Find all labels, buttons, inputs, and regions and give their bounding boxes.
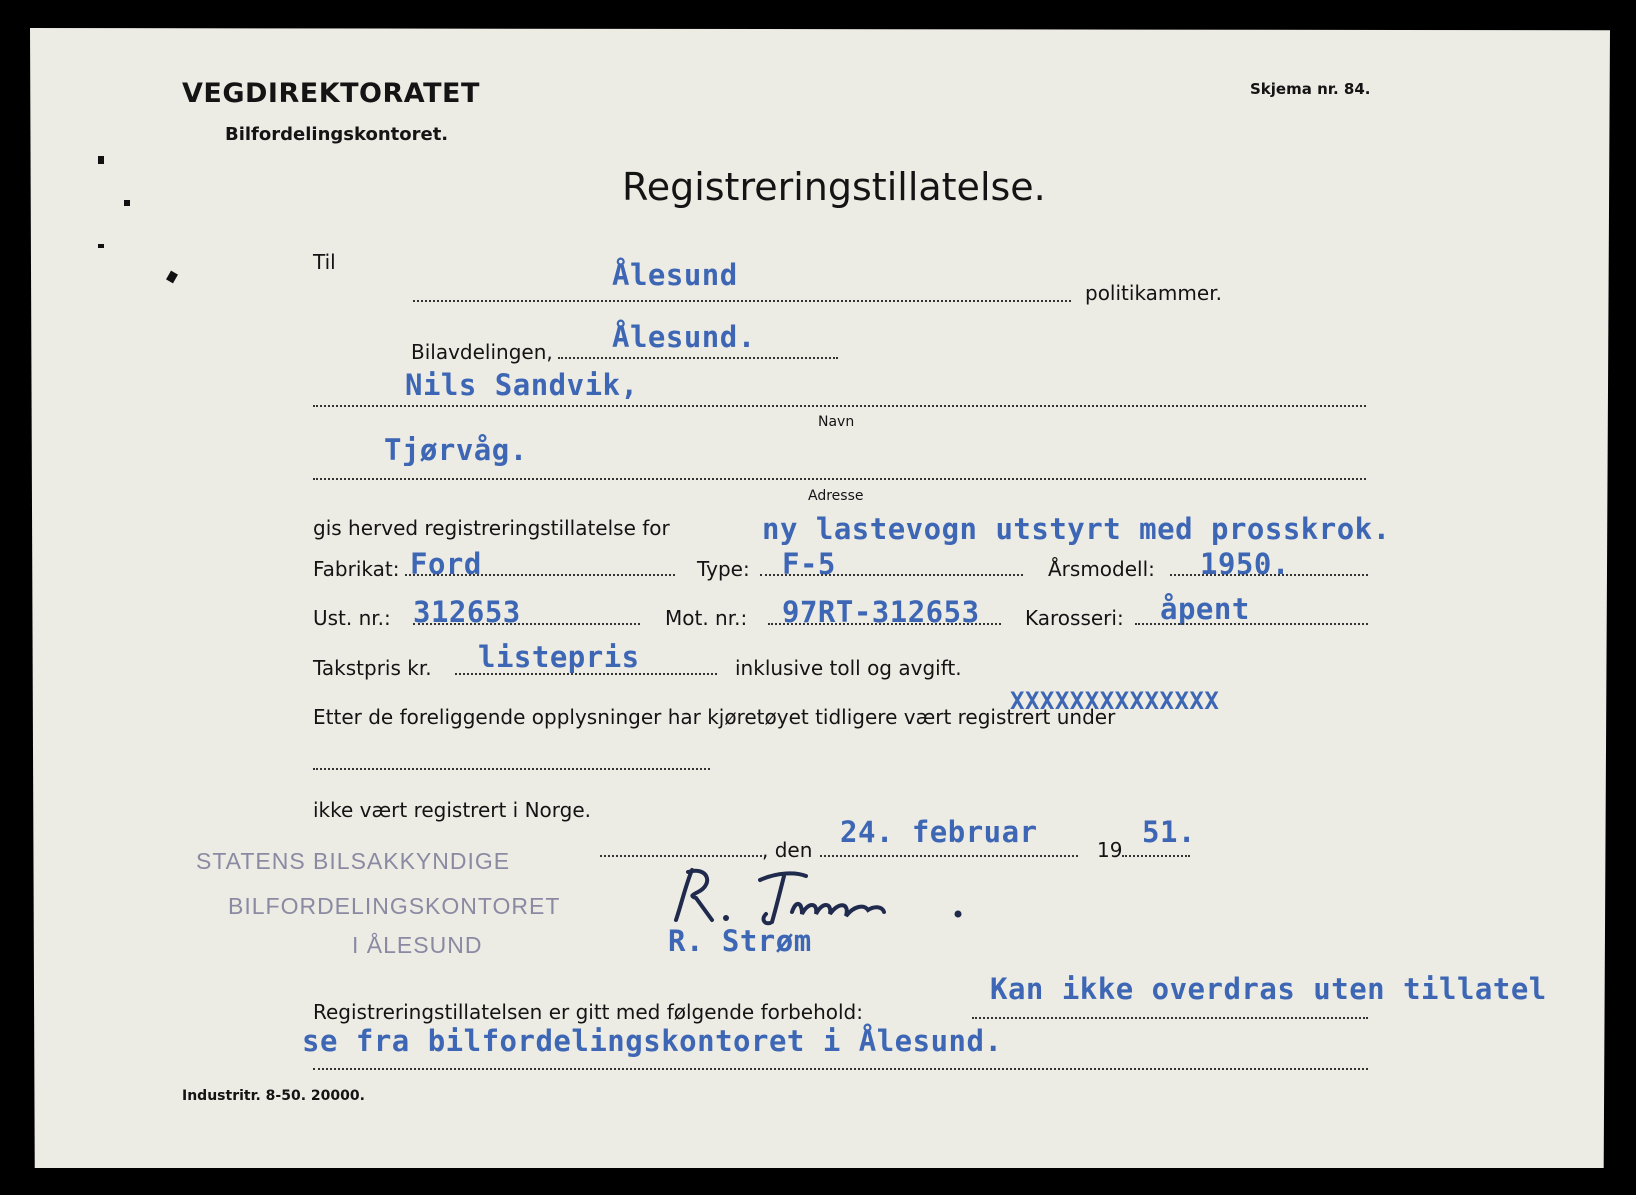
navn-label: Navn bbox=[818, 414, 855, 430]
fabrikat-value: Ford bbox=[410, 547, 482, 581]
adresse-line bbox=[313, 478, 1366, 480]
mot-value: 97RT-312653 bbox=[782, 595, 980, 629]
adresse-value: Tjørvåg. bbox=[384, 433, 528, 467]
takstpris-line bbox=[455, 673, 717, 675]
document-title: Registreringstillatelse. bbox=[622, 165, 1046, 209]
ust-label: Ust. nr.: bbox=[313, 606, 391, 630]
etter-label: Etter de foreliggende opplysninger har kjøretøyet tidligere vært registrert under bbox=[313, 705, 1116, 729]
printer-mark: Industritr. 8-50. 20000. bbox=[182, 1088, 365, 1104]
office-name: Bilfordelingskontoret. bbox=[225, 124, 449, 145]
bilavdelingen-value: Ålesund. bbox=[612, 320, 756, 354]
ikke-label: ikke vært registrert i Norge. bbox=[313, 798, 592, 822]
form-number: Skjema nr. 84. bbox=[1250, 80, 1371, 98]
politikammer-label: politikammer. bbox=[1085, 281, 1222, 305]
takstpris-value: listepris bbox=[478, 640, 640, 674]
bilavdelingen-line bbox=[558, 357, 838, 359]
til-label: Til bbox=[313, 250, 336, 274]
arsmodell-value: 1950. bbox=[1200, 547, 1290, 581]
paper-mark bbox=[98, 156, 104, 164]
karosseri-line bbox=[1135, 623, 1368, 625]
karosseri-value: åpent bbox=[1160, 592, 1250, 626]
handwritten-signature bbox=[668, 862, 968, 932]
mot-label: Mot. nr.: bbox=[665, 606, 748, 630]
gis-value: ny lastevogn utstyrt med prosskrok. bbox=[762, 512, 1391, 546]
year-prefix: 19 bbox=[1097, 838, 1123, 862]
karosseri-label: Karosseri: bbox=[1025, 606, 1124, 630]
forbehold-value-2: se fra bilfordelingskontoret i Ålesund. bbox=[302, 1024, 1003, 1058]
paper-mark bbox=[124, 200, 130, 206]
ust-value: 312653 bbox=[413, 595, 521, 629]
den-label: , den bbox=[762, 838, 813, 862]
fabrikat-label: Fabrikat: bbox=[313, 557, 400, 581]
date-line bbox=[820, 855, 1078, 857]
type-line bbox=[760, 574, 1023, 576]
etter-strike-value: XXXXXXXXXXXXXX bbox=[1010, 687, 1220, 715]
year-line bbox=[1122, 855, 1190, 857]
fabrikat-line bbox=[405, 574, 675, 576]
signer-typed-name: R. Strøm bbox=[668, 924, 812, 958]
date-value: 24. februar bbox=[840, 815, 1038, 849]
stamp-line-2: BILFORDELINGSKONTORET bbox=[228, 893, 561, 919]
forbehold-value-1: Kan ikke overdras uten tillatel bbox=[990, 972, 1547, 1006]
org-name: VEGDIREKTORATET bbox=[182, 78, 480, 109]
takstpris-label: Takstpris kr. bbox=[313, 656, 432, 680]
navn-line bbox=[313, 405, 1366, 407]
paper-mark bbox=[98, 244, 104, 248]
arsmodell-line bbox=[1170, 574, 1368, 576]
place-line bbox=[600, 855, 762, 857]
adresse-label: Adresse bbox=[808, 488, 864, 504]
navn-value: Nils Sandvik, bbox=[405, 368, 639, 402]
mot-line bbox=[768, 623, 1001, 625]
inklusive-label: inklusive toll og avgift. bbox=[735, 656, 962, 680]
type-value: F-5 bbox=[782, 547, 836, 581]
ust-line bbox=[413, 623, 640, 625]
stamp-line-1: STATENS BILSAKKYNDIGE bbox=[196, 848, 511, 874]
forbehold-label: Registreringstillatelsen er gitt med følgende forbehold: bbox=[313, 1000, 863, 1024]
etter-line bbox=[313, 768, 710, 770]
year-value: 51. bbox=[1142, 815, 1196, 849]
forbehold-line-1 bbox=[972, 1017, 1368, 1019]
forbehold-line-2 bbox=[313, 1068, 1368, 1070]
gis-label: gis herved registreringstillatelse for bbox=[313, 516, 670, 540]
bilavdelingen-label: Bilavdelingen, bbox=[411, 340, 553, 364]
type-label: Type: bbox=[697, 557, 750, 581]
arsmodell-label: Årsmodell: bbox=[1048, 557, 1155, 581]
til-value: Ålesund bbox=[612, 258, 738, 292]
stamp-line-3: I ÅLESUND bbox=[352, 932, 483, 958]
til-line bbox=[413, 300, 1071, 302]
